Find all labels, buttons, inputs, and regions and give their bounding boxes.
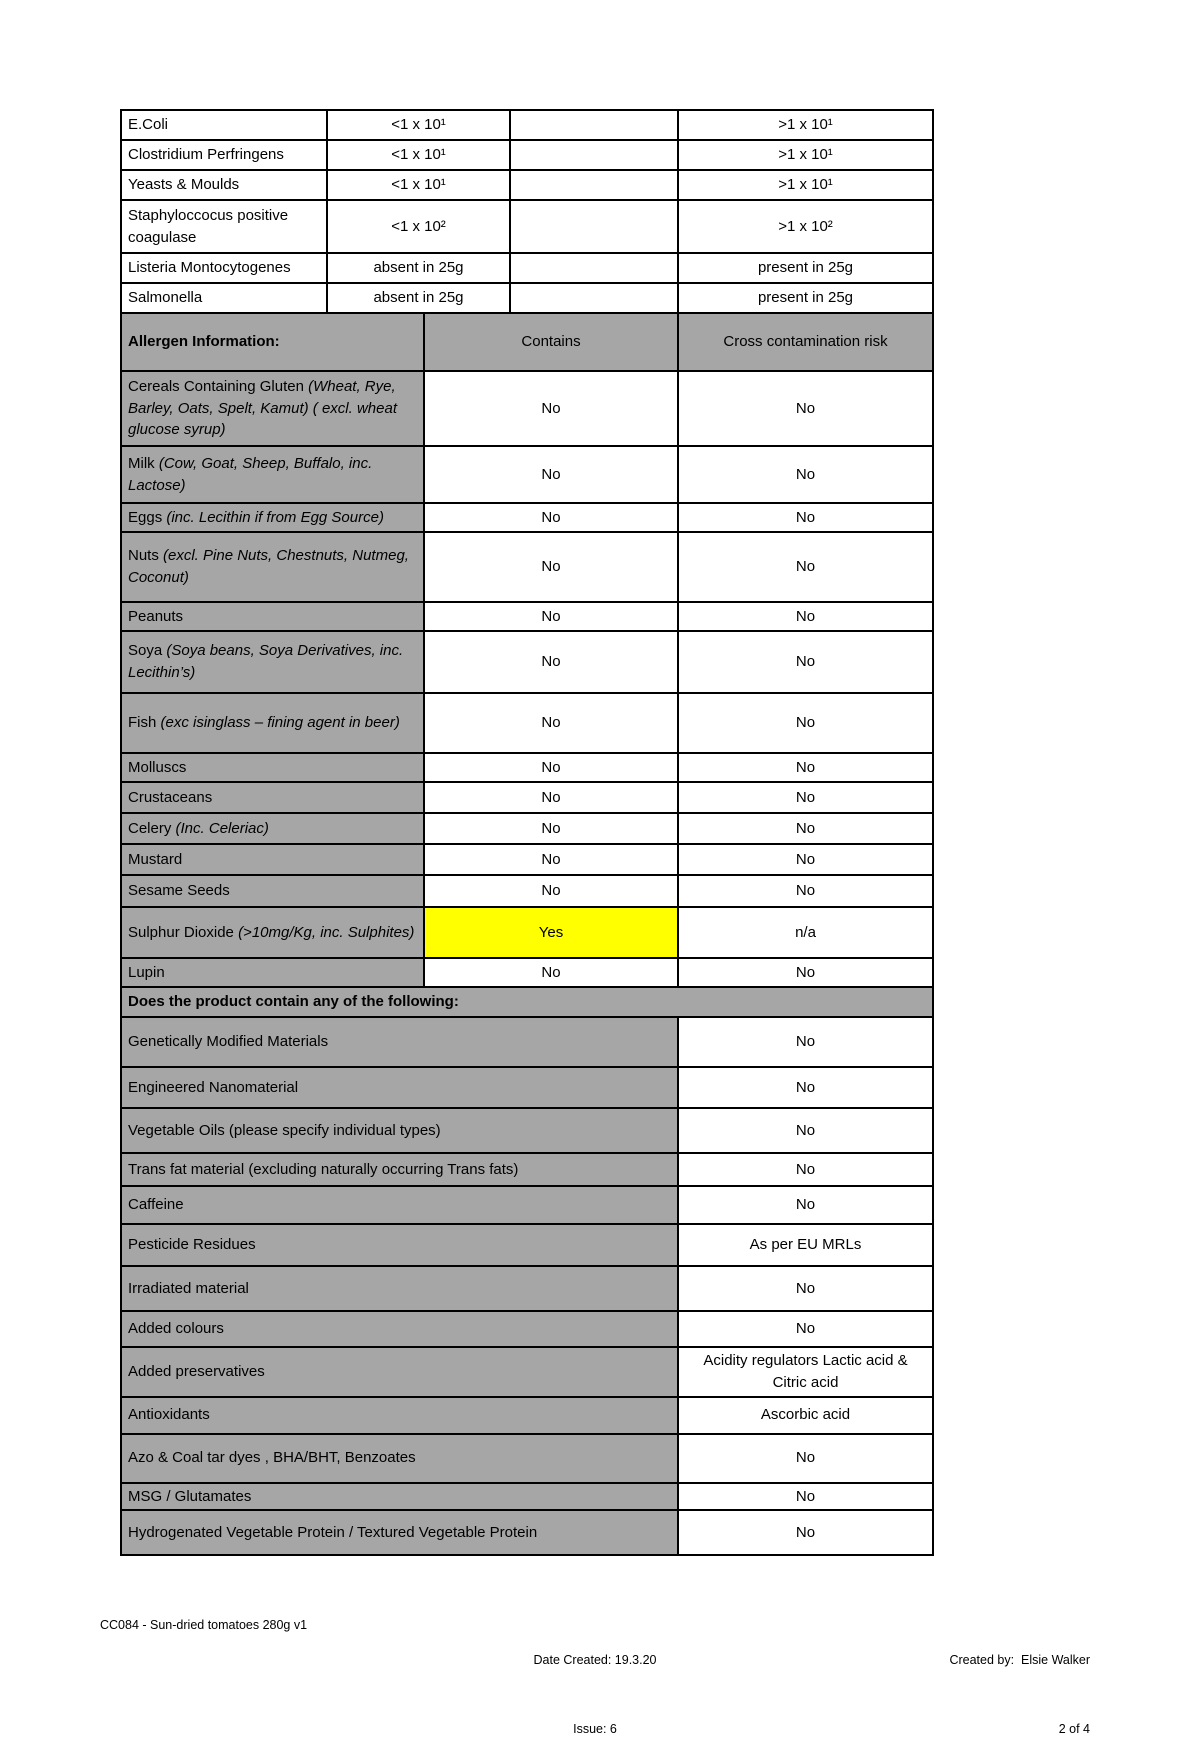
allergen-label [121, 446, 424, 503]
contains-row [121, 1017, 933, 1067]
allergen-name: Molluscs [128, 758, 187, 776]
contains-row [121, 1108, 933, 1153]
footer-right [949, 1603, 1090, 1764]
allergen-label [121, 813, 424, 844]
allergen-row [121, 958, 933, 987]
allergen-cross-value: No [678, 844, 933, 875]
allergen-detail: (exc isinglass – fining agent in beer) [160, 714, 400, 732]
footer-doc-ref: CC084 - Sun-dried tomatoes 280g v1 [100, 1618, 308, 1632]
allergen-row [121, 753, 933, 782]
allergen-contains-value: No [424, 782, 678, 813]
allergen-cross-value: No [678, 782, 933, 813]
micro-target-value: <1 x 10² [327, 200, 510, 253]
micro-organism-name: Staphyloccocus positive coagulase [121, 200, 327, 253]
allergen-contains-value: No [424, 753, 678, 782]
allergen-row [121, 693, 933, 753]
contains-header-row [121, 987, 933, 1017]
allergen-cross-value: No [678, 753, 933, 782]
contains-row [121, 1186, 933, 1224]
allergen-name: Cereals Containing Gluten [128, 377, 309, 395]
allergen-name: Crustaceans [128, 788, 213, 806]
contains-row-value: As per EU MRLs [678, 1224, 933, 1266]
contains-row-label: Trans fat material (excluding naturally occurring Trans fats) [121, 1153, 678, 1186]
micro-blank-cell [510, 253, 678, 283]
micro-limit-value: >1 x 10¹ [678, 140, 933, 170]
allergen-label [121, 631, 424, 693]
contains-row [121, 1224, 933, 1266]
micro-blank-cell [510, 170, 678, 200]
allergen-table [120, 312, 934, 988]
contains-row [121, 1434, 933, 1483]
allergen-row [121, 844, 933, 875]
allergen-cross-value: No [678, 631, 933, 693]
allergen-label [121, 875, 424, 907]
allergen-name: Sulphur Dioxide [128, 923, 239, 941]
micro-organism-name: Salmonella [121, 283, 327, 313]
allergen-label [121, 753, 424, 782]
allergen-label [121, 602, 424, 631]
contains-row-label: Added preservatives [121, 1347, 678, 1397]
footer-created-by: Created by: Elsie Walker [949, 1653, 1090, 1667]
micro-blank-cell [510, 140, 678, 170]
micro-row [121, 110, 933, 140]
contains-row-label: Antioxidants [121, 1397, 678, 1434]
allergen-row [121, 875, 933, 907]
allergen-label [121, 503, 424, 532]
spec-sheet-page [120, 109, 932, 1556]
footer-issue: Issue: 6 [573, 1722, 617, 1736]
allergen-name: Nuts [128, 547, 164, 565]
footer-page-number: 2 of 4 [1058, 1722, 1090, 1736]
contains-row-label: Caffeine [121, 1186, 678, 1224]
allergen-name: Soya [128, 642, 167, 660]
micro-blank-cell [510, 200, 678, 253]
allergen-name: Milk [128, 454, 159, 472]
allergen-cross-value: No [678, 503, 933, 532]
contains-row-value: No [678, 1017, 933, 1067]
micro-limit-value: present in 25g [678, 283, 933, 313]
allergen-cross-value: No [678, 371, 933, 446]
allergen-name: Sesame Seeds [128, 882, 230, 900]
allergen-detail: (Wheat, Rye, Barley, Oats, Spelt, Kamut) ( excl. wheat glucose syrup) [128, 377, 397, 439]
contains-row-value: No [678, 1510, 933, 1555]
allergen-header-row [121, 313, 933, 371]
allergen-detail: (Cow, Goat, Sheep, Buffalo, inc. Lactose) [128, 454, 373, 494]
micro-limit-value: >1 x 10¹ [678, 110, 933, 140]
allergen-cross-value: n/a [678, 907, 933, 958]
contains-row-label: Genetically Modified Materials [121, 1017, 678, 1067]
allergen-row [121, 782, 933, 813]
contains-row [121, 1153, 933, 1186]
micro-limit-value: >1 x 10² [678, 200, 933, 253]
contains-row-value: No [678, 1434, 933, 1483]
micro-target-value: absent in 25g [327, 253, 510, 283]
allergen-cross-value: No [678, 693, 933, 753]
contains-row [121, 1510, 933, 1555]
allergen-name: Mustard [128, 850, 183, 868]
allergen-contains-value: No [424, 844, 678, 875]
allergen-detail: (Soya beans, Soya Derivatives, inc. Lecithin’s) [128, 642, 404, 681]
allergen-detail: (>10mg/Kg, inc. Sulphites) [238, 923, 415, 941]
contains-row-label: Azo & Coal tar dyes , BHA/BHT, Benzoates [121, 1434, 678, 1483]
allergen-header-cross: Cross contamination risk [678, 313, 933, 371]
micro-organism-name: Clostridium Perfringens [121, 140, 327, 170]
allergen-header-label: Allergen Information: [121, 313, 424, 371]
contains-row [121, 1067, 933, 1108]
allergen-contains-value: No [424, 813, 678, 844]
allergen-cross-value: No [678, 532, 933, 602]
allergen-contains-value: No [424, 446, 678, 503]
contains-row-label: Pesticide Residues [121, 1224, 678, 1266]
allergen-label [121, 532, 424, 602]
contains-header-label: Does the product contain any of the following: [121, 987, 933, 1017]
micro-row [121, 253, 933, 283]
micro-row [121, 283, 933, 313]
contains-row-value: No [678, 1266, 933, 1311]
allergen-cross-value: No [678, 602, 933, 631]
allergen-name: Celery [128, 819, 176, 837]
allergen-row [121, 907, 933, 958]
allergen-header-contains: Contains [424, 313, 678, 371]
contains-row-value: No [678, 1108, 933, 1153]
contains-row [121, 1266, 933, 1311]
micro-blank-cell [510, 110, 678, 140]
contains-row-label: Engineered Nanomaterial [121, 1067, 678, 1108]
allergen-row [121, 446, 933, 503]
micro-row [121, 170, 933, 200]
allergen-cross-value: No [678, 813, 933, 844]
allergen-name: Lupin [128, 963, 165, 981]
allergen-label [121, 371, 424, 446]
allergen-cross-value: No [678, 875, 933, 907]
micro-organism-name: E.Coli [121, 110, 327, 140]
allergen-detail: (excl. Pine Nuts, Chestnuts, Nutmeg, Coconut) [128, 547, 409, 586]
allergen-name: Peanuts [128, 607, 184, 625]
allergen-label [121, 958, 424, 987]
allergen-contains-value: No [424, 631, 678, 693]
contains-row-label: Added colours [121, 1311, 678, 1347]
allergen-detail: (Inc. Celeriac) [175, 819, 269, 837]
micro-row [121, 200, 933, 253]
contains-row-label: Irradiated material [121, 1266, 678, 1311]
allergen-label [121, 844, 424, 875]
allergen-name: Eggs [128, 508, 167, 526]
contains-row-label: Hydrogenated Vegetable Protein / Textured Vegetable Protein [121, 1510, 678, 1555]
contains-row [121, 1311, 933, 1347]
micro-limit-value: >1 x 10¹ [678, 170, 933, 200]
allergen-cross-value: No [678, 446, 933, 503]
micro-blank-cell [510, 283, 678, 313]
allergen-contains-value: No [424, 693, 678, 753]
allergen-contains-value: No [424, 958, 678, 987]
microbiological-table [120, 109, 934, 314]
allergen-row [121, 503, 933, 532]
contains-row-value: Acidity regulators Lactic acid & Citric acid [678, 1347, 933, 1397]
micro-target-value: <1 x 10¹ [327, 170, 510, 200]
contains-row [121, 1347, 933, 1397]
allergen-row [121, 602, 933, 631]
allergen-row [121, 813, 933, 844]
allergen-contains-value: No [424, 875, 678, 907]
micro-organism-name: Listeria Montocytogenes [121, 253, 327, 283]
contains-row-value: No [678, 1186, 933, 1224]
allergen-contains-value: No [424, 602, 678, 631]
contains-row-value: No [678, 1067, 933, 1108]
contains-row-value: No [678, 1311, 933, 1347]
allergen-contains-value: No [424, 371, 678, 446]
footer-date-created: Date Created: 19.3.20 [533, 1653, 657, 1667]
contains-row [121, 1483, 933, 1511]
allergen-row [121, 371, 933, 446]
micro-target-value: <1 x 10¹ [327, 110, 510, 140]
allergen-contains-value: No [424, 503, 678, 532]
allergen-name: Fish [128, 714, 161, 732]
allergen-label [121, 907, 424, 958]
allergen-row [121, 631, 933, 693]
allergen-contains-value: Yes [424, 907, 678, 958]
micro-target-value: <1 x 10¹ [327, 140, 510, 170]
contains-row [121, 1397, 933, 1434]
allergen-detail: (inc. Lecithin if from Egg Source) [166, 508, 384, 526]
allergen-label [121, 782, 424, 813]
micro-row [121, 140, 933, 170]
contains-row-label: MSG / Glutamates [121, 1483, 678, 1511]
contains-row-value: No [678, 1483, 933, 1511]
allergen-contains-value: No [424, 532, 678, 602]
micro-limit-value: present in 25g [678, 253, 933, 283]
contains-row-value: No [678, 1153, 933, 1186]
contains-row-label: Vegetable Oils (please specify individual types) [121, 1108, 678, 1153]
contains-row-value: Ascorbic acid [678, 1397, 933, 1434]
micro-target-value: absent in 25g [327, 283, 510, 313]
micro-organism-name: Yeasts & Moulds [121, 170, 327, 200]
contains-table [120, 986, 934, 1556]
allergen-label [121, 693, 424, 753]
allergen-cross-value: No [678, 958, 933, 987]
allergen-row [121, 532, 933, 602]
